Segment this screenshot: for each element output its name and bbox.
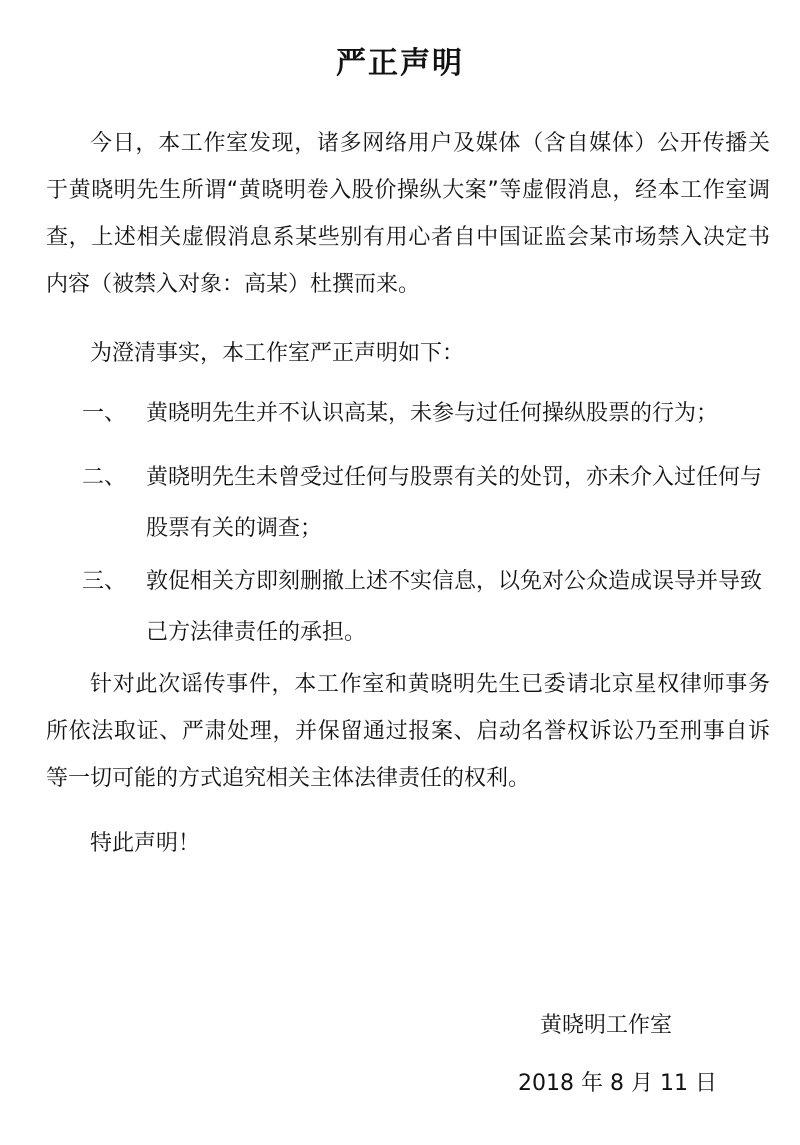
paragraph-intro: 今日，本工作室发现，诸多网络用户及媒体（含自媒体）公开传播关于黄晓明先生所谓“黄晓明卷入股价操纵大案”等虚假消息，经本工作室调查，上述相关虚假消息系某些别有用心者自中国证监会某市场禁入决定书内容（被禁入对象：高某）杜撰而来。 (46, 131, 770, 297)
item-number: 三、 (82, 569, 127, 594)
item-text: 黄晓明先生并不认识高某，未参与过任何操纵股票的行为； (146, 401, 719, 426)
paragraph-closing: 特此声明！ (90, 831, 201, 856)
statement-item-1 (46, 388, 770, 439)
item-number: 一、 (82, 401, 127, 426)
signature: 黄晓明工作室 (540, 1013, 673, 1038)
paragraph-legal-action: 针对此次谣传事件，本工作室和黄晓明先生已委请北京星权律师事务所依法取证、严肃处理，并保留通过报案、启动名誉权诉讼乃至刑事自诉等一切可能的方式追究相关主体法律责任的权利。 (46, 672, 770, 791)
item-text: 黄晓明先生未曾受过任何与股票有关的处罚，亦未介入过任何与股票有关的调查； (146, 465, 763, 541)
item-text: 敦促相关方即刻删撤上述不实信息，以免对公众造成误导并导致己方法律责任的承担。 (146, 569, 763, 645)
statement-item-2 (46, 452, 770, 554)
document-title: 严正声明 (336, 46, 464, 81)
date: 2018 年 8 月 11 日 (518, 1071, 717, 1096)
item-number: 二、 (82, 465, 127, 490)
paragraph-clarify: 为澄清事实，本工作室严正声明如下： (90, 341, 465, 366)
statement-item-3 (46, 556, 770, 658)
